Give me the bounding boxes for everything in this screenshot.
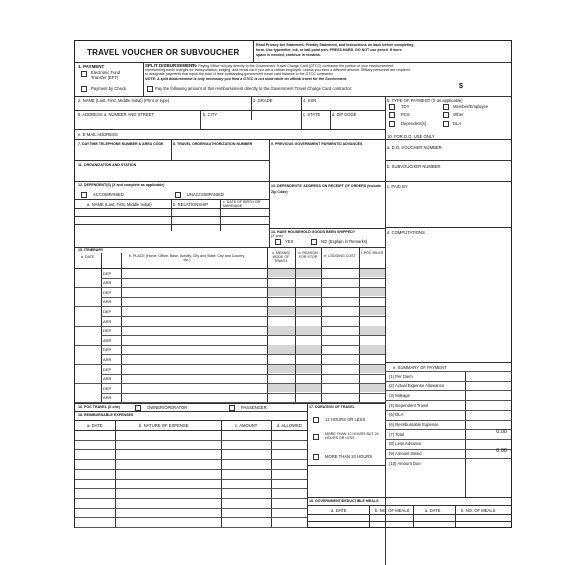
reimbursable-row-line [75,459,307,460]
dependents-label: Dependent(s) [401,121,427,126]
summary-row-line [385,458,511,459]
shaded-cell [268,269,295,278]
unaccompanied-checkbox[interactable] [175,192,181,198]
itinerary-row-line [101,297,385,298]
shaded-cell [360,384,385,393]
hhg-yes-checkbox[interactable] [275,239,281,245]
summary-row-line [385,390,511,391]
poc-travel-label: 16. POC TRAVEL (X one) [78,405,120,409]
relationship-label: b. RELATIONSHIP [173,202,209,207]
hhg-label: 14. HAVE HOUSEHOLD GOODS BEEN SHIPPED? [271,230,356,234]
summary-row-line [385,410,511,411]
split-label: SPLIT DISBURSEMENT: [145,63,197,68]
itin-reason-label: d. REASON FOR STOP [298,251,318,260]
summary-row-label: (8) Less Advance [389,441,422,447]
summary-row-line [385,420,511,421]
itin-lodging-label: e. LODGING COST [324,254,356,258]
payment-label: 1. PAYMENT [78,64,105,69]
hhg-yes-label: YES [285,239,294,244]
shaded-cell [268,365,295,374]
check-checkbox[interactable] [81,86,87,92]
itinerary-row-line [75,306,385,307]
summary-row-label: (3) Mileage [389,392,410,398]
itinerary-row-line [75,287,385,288]
meals-num-d: b. NO. OF MEALS [461,508,496,513]
split-text-1: The Paying Office will pay directly to the Government Travel Charge Card (GTCC) contractor the portion of your reimbursement [191,63,394,68]
phone-label: 7. DAYTIME TELEPHONE NUMBER & AREA CODE [78,142,164,146]
itinerary-row-line [101,393,385,394]
itin-poc-label: f. POC MILES [360,251,384,255]
itinerary-row-line [101,316,385,317]
shaded-cell [360,365,385,374]
pcs-checkbox[interactable] [389,112,395,118]
hhg-x-label: (X one) [271,234,283,238]
itinerary-row-label: DEP [103,270,112,276]
dependents-checkbox[interactable] [389,121,395,127]
reimb-nature-label: b. NATURE OF EXPENSE [139,423,189,428]
reimbursable-row-line [75,508,307,509]
shaded-cell [360,345,385,354]
state-label: c. STATE [303,112,321,117]
zip-label: d. ZIP CODE [332,112,357,117]
summary-row-label: (5) DLA [389,412,404,418]
meals-label: 19. GOVERNMENT/DEDUCTIBLE MEALS [309,499,379,503]
summary-row-label: (2) Actual Expense Allowance [389,383,445,389]
member-checkbox[interactable] [443,104,449,110]
check-label: Payment by Check [91,86,127,91]
summary-row-label: (4) Dependent Travel [389,402,429,408]
itinerary-row-line [101,278,385,279]
shaded-cell [360,269,385,278]
shaded-cell [296,269,321,278]
itinerary-row-label: DEP [103,347,112,353]
shaded-cell [268,288,295,297]
reimbursable-row-line [75,440,307,441]
itinerary-row-label: DEP [103,328,112,334]
eft-label: Electronic Fund [91,70,121,75]
owner-label: OWNER/OPERATOR [147,405,188,410]
shaded-cell [296,288,321,297]
itinerary-row-line [101,374,385,375]
dep-address-label: 13. DEPENDENTS' ADDRESS ON RECEIPT OF ORDERS (Include Zip Code) [271,184,381,194]
meals-date-c: a. DATE [425,508,441,513]
duration-label: 17. DURATION OF TRAVEL [309,405,355,409]
travel-voucher-form [74,40,512,528]
itinerary-row-line [101,354,385,355]
h24-label: MORE THAN 24 HOURS [325,454,373,459]
shaded-cell [268,384,295,393]
accompanied-label: ACCOMPANIED [93,192,124,197]
itinerary-row-label: DEP [103,366,112,372]
tdy-label: TDY [401,104,410,109]
itinerary-row-line [75,383,385,384]
reimbursable-label: 18. REIMBURSABLE EXPENSES [78,413,134,417]
itinerary-row-label: ARR [103,356,112,362]
do-voucher-label: a. D.O. VOUCHER NUMBER [387,145,442,150]
summary-row-label: (1) Per Diem [389,373,413,379]
other-checkbox[interactable] [443,112,449,118]
prev-gov-label: 9. PREVIOUS GOVERNMENT PAYMENTS/ ADVANCES [271,142,363,146]
itin-place-label: b. PLACE (Home, Office, Base, Activity, City and State; City and Country, etc.) [128,254,246,263]
meals-date-a: a. DATE [331,508,347,513]
shaded-cell [296,345,321,354]
hhg-no-checkbox[interactable] [311,239,317,245]
h12-24-label: MORE THAN 12 HOURS BUT 24 HOURS OR LESS [325,432,379,441]
ssn-label: 4. SSN [303,98,317,103]
shaded-cell [268,345,295,354]
shaded-cell [296,307,321,316]
shaded-cell [360,326,385,335]
summary-row-line [385,400,511,401]
hhg-no-label: NO (Explain in Remarks) [321,239,368,244]
summary-row-line [385,439,511,440]
shaded-cell [296,365,321,374]
itinerary-row-label: ARR [103,337,112,343]
dependents-12-label: 12. DEPENDENT(S) (X and complete as applicable) [78,183,165,187]
accompanied-checkbox[interactable] [81,192,87,198]
itinerary-row-label: ARR [103,376,112,382]
address-label: 6. ADDRESS a. NUMBER AND STREET [78,112,155,117]
reimb-amount-label: c. AMOUNT [235,423,258,428]
itinerary-row-line [101,335,385,336]
name-label: 2. NAME (Last, First, Middle Initial) (Print or type) [78,98,170,103]
amount-owed-value: 0.00 [496,448,507,454]
reimbursable-row-line [75,469,307,470]
reimbursable-row-line [75,449,307,450]
email-label: e. E-MAIL ADDRESS [78,132,118,137]
summary-row-label: (10) Amount Due [389,460,421,466]
paid-by-label: c. PAID BY [387,184,408,189]
h12-checkbox[interactable] [313,417,319,423]
privacy-line-1: Read Privacy Act Statement, Penalty Statement, and Instructions on back before completing [256,43,414,47]
itinerary-row-label: DEP [103,308,112,314]
split-note: NOTE: A split disbursement is only necessary you filed a GTCC is not used while on official travel for the Government. [145,77,348,81]
itinerary-row-label: ARR [103,299,112,305]
split-checkbox[interactable] [147,86,153,92]
dod-use-label: 10. FOR D.O. USE ONLY [387,134,435,139]
type-payment-label: 5. TYPE OF PAYMENT (X as applicable) [387,98,463,103]
dollar-sign: $ [459,83,463,90]
itin-date-label: a. DATE [81,255,95,259]
itinerary-row-line [75,326,385,327]
h12-24-checkbox[interactable] [313,434,319,440]
reimbursable-row-line [75,498,307,499]
member-label: Member/Employee [453,104,489,109]
h12-label: 12 HOURS OR LESS [325,417,366,422]
shaded-cell [268,307,295,316]
privacy-line-2: form. Use typewriter, ink, or ball point pen. PRESS HARD. DO NOT use pencil. If more [256,48,402,52]
total-value: 0.00 [496,429,507,435]
unaccompanied-label: UNACCOMPANIED [187,192,224,197]
city-label: b. CITY [203,112,218,117]
itinerary-row-label: ARR [103,395,112,401]
other-label: Other [453,112,464,117]
itinerary-row-label: DEP [103,289,112,295]
pcs-label: PCS [401,112,410,117]
grade-label: 3. GRADE [253,98,273,103]
tdy-checkbox[interactable] [389,104,395,110]
shaded-cell [268,326,295,335]
reimbursable-row-line [75,488,307,489]
itinerary-row-label: DEP [103,385,112,391]
dla-label: DLA [453,121,462,126]
summary-row-label: (6) Reimbursable Expense [389,422,439,427]
reimb-date-label: a. DATE [87,423,103,428]
shaded-cell [296,326,321,335]
travel-order-label: 8. TRAVEL ORDER/AUTHORIZATION NUMBER [173,142,253,146]
meals-num-b: b. NO. OF MEALS [375,508,410,513]
h24-checkbox[interactable] [313,454,319,460]
eft-label-2: Transfer (EFT) [91,75,119,80]
itinerary-row-label: ARR [103,318,112,324]
reimb-allowed-label: d. ALLOWED [277,423,302,428]
privacy-line-3: space is needed, continue in remarks. [256,53,321,57]
summary-label: e. SUMMARY OF PAYMENT [393,365,447,370]
shaded-cell [360,288,385,297]
dob-label: c. DATE OF BIRTH OR MARRIAGE [223,200,261,209]
reimbursable-row-line [75,479,307,480]
split-text-2: representing travel charges for transportation, lodging, and rental car if you are a civilian employee, unless you elect a different amount. Military personnel are required [145,68,410,72]
form-title: TRAVEL VOUCHER OR SUBVOUCHER [87,48,240,57]
itinerary-row-line [75,364,385,365]
dep-name-label: a. NAME (Last, First, Middle Initial) [87,202,152,207]
passenger-label: PASSENGER [241,405,267,410]
split-text-3: to designate payments that equal the total of their outstanding government travel card balance to the GTCC contractor. [145,72,334,76]
itinerary-label: 15. ITINERARY [78,248,104,252]
computations-label: d. COMPUTATIONS [387,230,425,235]
summary-row-line [385,381,511,382]
summary-row-label: (9) Amount Owed [389,451,422,457]
summary-row-label: (7) Total [389,431,405,437]
itinerary-row-label: ARR [103,280,112,286]
reimbursable-row-line [75,527,307,528]
itinerary-row-line [75,345,385,346]
itin-means-label: c. MEANS/ MODE OF TRAVEL [272,251,290,264]
shaded-cell [296,384,321,393]
dla-checkbox[interactable] [443,121,449,127]
shaded-cell [360,307,385,316]
subvoucher-label: b. SUBVOUCHER NUMBER [387,164,441,169]
eft-checkbox[interactable] [81,71,87,77]
reimbursable-row-line [75,517,307,518]
org-label: 11. ORGANIZATION AND STATION [78,163,137,167]
pay-following-label: Pay the following amount of this reimbursement directly to the Government Travel Charge Card contractor: [155,86,353,91]
summary-row-line [385,371,511,372]
